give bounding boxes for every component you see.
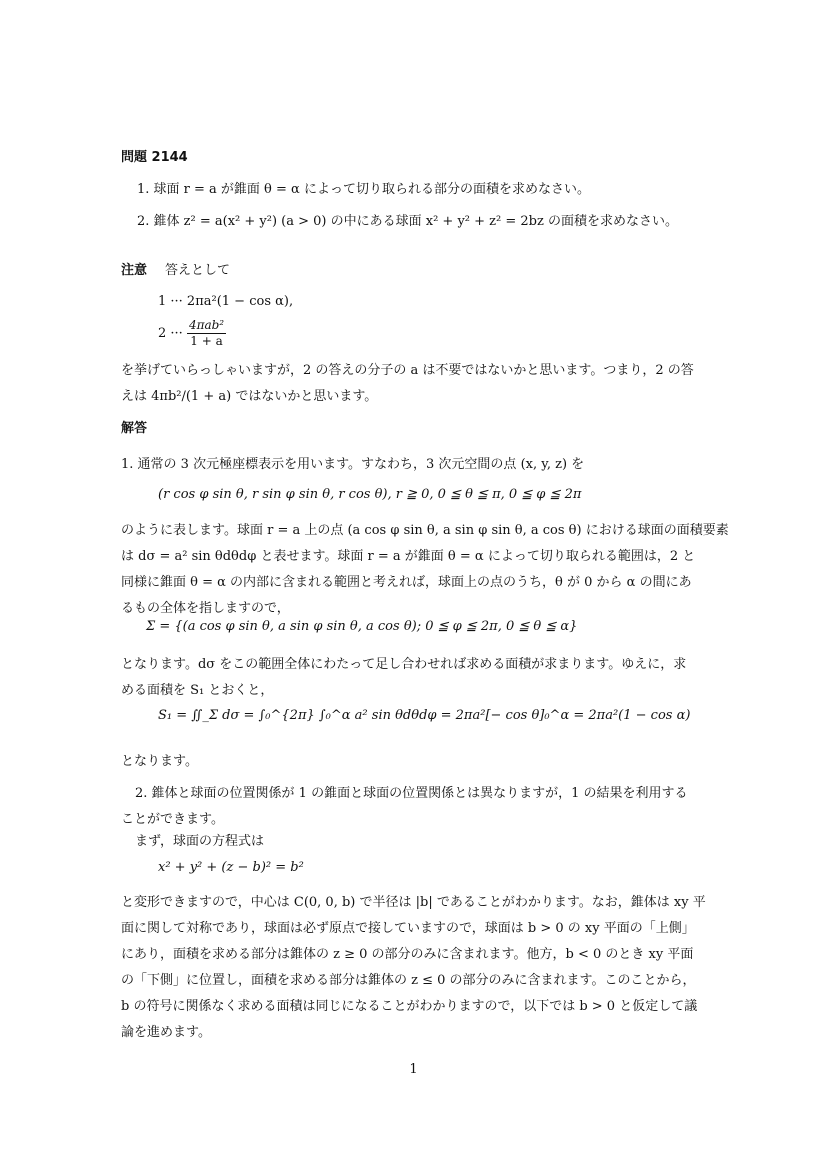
solution-part2-text-2 <box>121 890 711 1046</box>
text-line: まず，球面の方程式は <box>135 834 264 849</box>
text-line: 同様に錐面 θ = α の内部に含まれる範囲と考えれば，球面上の点のうち，θ が 0 から α の間にあ <box>121 575 692 590</box>
text-line: 面に関して対称であり，球面は必ず原点で接していますので，球面は b > 0 の xy 平面の「上側」 <box>121 921 695 936</box>
problem-title: 問題 2144 <box>121 150 188 165</box>
solution-part1-intro: 1. 通常の 3 次元極座標表示を用います。すなわち，3 次元空間の点 (x, y, z) を <box>121 457 585 472</box>
equation-area-integral: S₁ = ∬_Σ dσ = ∫₀^{2π} ∫₀^α a² sin θdθdφ = 2πa²[− cos θ]₀^α = 2πa²(1 − cos α) <box>158 708 691 723</box>
text-line: のように表します。球面 r = a 上の点 (a cos φ sin θ, a sin φ sin θ, a cos θ) における球面の面積要素 <box>121 523 729 538</box>
text-line: ことができます。 <box>121 812 224 827</box>
text-line: にあり，面積を求める部分は錐体の z ≥ 0 の部分のみに含まれます。他方，b < 0 のとき xy 平面 <box>121 947 694 962</box>
solution-part1-conclusion: となります。 <box>121 754 198 769</box>
text-line: となります。dσ をこの範囲全体にわたって足し合わせれば求める面積が求まります。ゆえに，求 <box>121 657 687 672</box>
text-line: 2. 錐体と球面の位置関係が 1 の錐面と球面の位置関係とは異なりますが，1 の結果を利用する <box>135 786 688 801</box>
solution-part1-text-2 <box>121 652 711 704</box>
text-line: b の符号に関係なく求める面積は同じになることがわかりますので，以下では b > 0 と仮定して議 <box>121 999 698 1014</box>
text-line: と変形できますので，中心は C(0, 0, b) で半径は |b| であることがわかります。なお，錐体は xy 平 <box>121 895 706 910</box>
text-line: 論を進めます。 <box>121 1025 211 1040</box>
note-answer-1: 1 ··· 2πa²(1 − cos α), <box>158 294 294 309</box>
solution-heading: 解答 <box>121 421 148 436</box>
note-answer-2 <box>158 318 226 349</box>
text-line: えは 4πb²/(1 + a) ではないかと思います。 <box>121 389 378 404</box>
equation-polar-coords: (r cos φ sin θ, r sin φ sin θ, r cos θ), r ≧ 0, 0 ≦ θ ≦ π, 0 ≦ φ ≦ 2π <box>158 487 582 502</box>
note-answer-2-fraction <box>187 318 226 349</box>
note-heading: 注意 <box>121 263 148 278</box>
text-line: は dσ = a² sin θdθdφ と表せます。球面 r = a が錐面 θ = α によって切り取られる範囲は，2 と <box>121 549 696 564</box>
equation-sphere: x² + y² + (z − b)² = b² <box>158 860 304 875</box>
text-line: を挙げていらっしゃいますが，2 の答えの分子の a は不要ではないかと思います。つまり，2 の答 <box>121 363 694 378</box>
text-line: るもの全体を指しますので， <box>121 601 290 616</box>
text-line: める面積を S₁ とおくと， <box>121 683 274 698</box>
note-text <box>121 358 711 410</box>
note-lead: 答えとして <box>165 263 231 278</box>
page-number: 1 <box>409 1062 418 1077</box>
text-line: の「下側」に位置し，面積を求める部分は錐体の z ≤ 0 の部分のみに含まれます。このことから， <box>121 973 696 988</box>
solution-part2-text-1 <box>121 781 711 855</box>
problem-item-1: 1. 球面 r = a が錐面 θ = α によって切り取られる部分の面積を求めなさい。 <box>137 182 590 197</box>
fraction-denominator: 1 + a <box>190 334 223 348</box>
fraction-numerator: 4πab² <box>188 318 225 332</box>
equation-sigma-set: Σ = {(a cos φ sin θ, a sin φ sin θ, a cos θ); 0 ≦ φ ≦ 2π, 0 ≦ θ ≦ α} <box>146 619 578 634</box>
problem-item-2: 2. 錐体 z² = a(x² + y²) (a > 0) の中にある球面 x² + y² + z² = 2bz の面積を求めなさい。 <box>137 214 678 229</box>
solution-part1-text-1 <box>121 518 729 622</box>
note-answer-2-prefix: 2 ··· <box>158 326 183 341</box>
